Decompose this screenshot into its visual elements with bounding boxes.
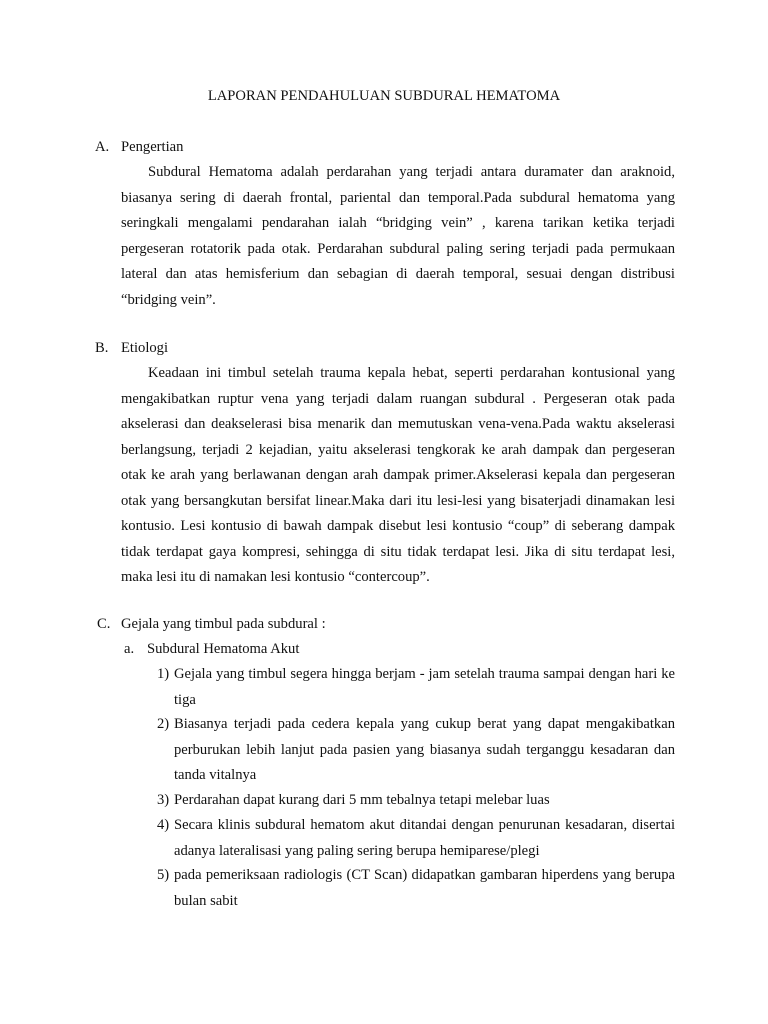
document-title: LAPORAN PENDAHULUAN SUBDURAL HEMATOMA: [207, 88, 561, 104]
section-title: Pengertian: [121, 139, 184, 155]
list-item: [157, 712, 675, 789]
section-title: Etiologi: [121, 340, 169, 356]
paragraph-text: Subdural Hematoma adalah perdarahan yang terjadi antara duramater dan araknoid, biasanya sering di daerah frontal, pariental dan temporal.Pada subdural hematoma yang seringkali mengalami pendarahan ialah “bridging vein” , karena tarikan ketika terjadi pergeseran rotatorik pada otak. Perdarahan subdural paling sering terjadi pada permukaan lateral dan atas hemisferium dan sebagian di daerah temporal, sesuai dengan distribusi “bridging vein”.: [121, 164, 675, 308]
subsection-title: Subdural Hematoma Akut: [147, 641, 300, 657]
section-b-paragraph: [121, 361, 675, 591]
list-item: [157, 788, 675, 814]
section-letter: B.: [95, 340, 109, 356]
list-number: 5): [157, 867, 170, 883]
list-text: Secara klinis subdural hematom akut ditandai dengan penurunan kesadaran, disertai adanya lateralisasi yang paling sering berupa hemiparese/plegi: [174, 817, 675, 859]
paragraph-text: Keadaan ini timbul setelah trauma kepala hebat, seperti perdarahan kontusional yang mengakibatkan ruptur vena yang terjadi dalam ruangan subdural . Pergeseran otak pada akselerasi dan deakselerasi bisa menarik dan memutuskan vena-vena.Pada waktu akselerasi berlangsung, terjadi 2 kejadian, yaitu akselerasi tengkorak ke arah dampak dan pergeseran otak ke arah yang berlawanan dengan arah dampak primer.Akselerasi kepala dan pergeseran otak yang bersangkutan bersifat linear.Maka dari itu lesi-lesi yang bisaterjadi dinamakan lesi kontusio. Lesi kontusio di bawah dampak disebut lesi kontusio “coup” di seberang dampak tidak terdapat gaya kompresi, sehingga di situ tidak terdapat lesi. Jika di situ terdapat lesi, maka lesi itu di namakan lesi kontusio “contercoup”.: [121, 365, 675, 585]
list-item: [157, 813, 675, 864]
list-text: Gejala yang timbul segera hingga berjam - jam setelah trauma sampai dengan hari ke tiga: [174, 666, 675, 708]
list-number: 2): [157, 716, 170, 732]
section-letter: C.: [97, 616, 111, 632]
list-number: 1): [157, 666, 170, 682]
subsection-letter: a.: [124, 641, 135, 657]
list-item: [157, 662, 675, 713]
list-text: pada pemeriksaan radiologis (CT Scan) didapatkan gambaran hiperdens yang berupa bulan sabit: [174, 867, 675, 909]
list-number: 4): [157, 817, 170, 833]
list-number: 3): [157, 792, 170, 808]
section-title: Gejala yang timbul pada subdural :: [121, 616, 326, 632]
section-a-paragraph: [121, 160, 675, 313]
section-letter: A.: [95, 139, 110, 155]
list-text: Perdarahan dapat kurang dari 5 mm tebalnya tetapi melebar luas: [174, 792, 550, 808]
list-item: [157, 863, 675, 914]
list-text: Biasanya terjadi pada cedera kepala yang cukup berat yang dapat mengakibatkan perburukan lebih lanjut pada pasien yang biasanya sudah terganggu kesadaran dan tanda vitalnya: [174, 716, 675, 783]
